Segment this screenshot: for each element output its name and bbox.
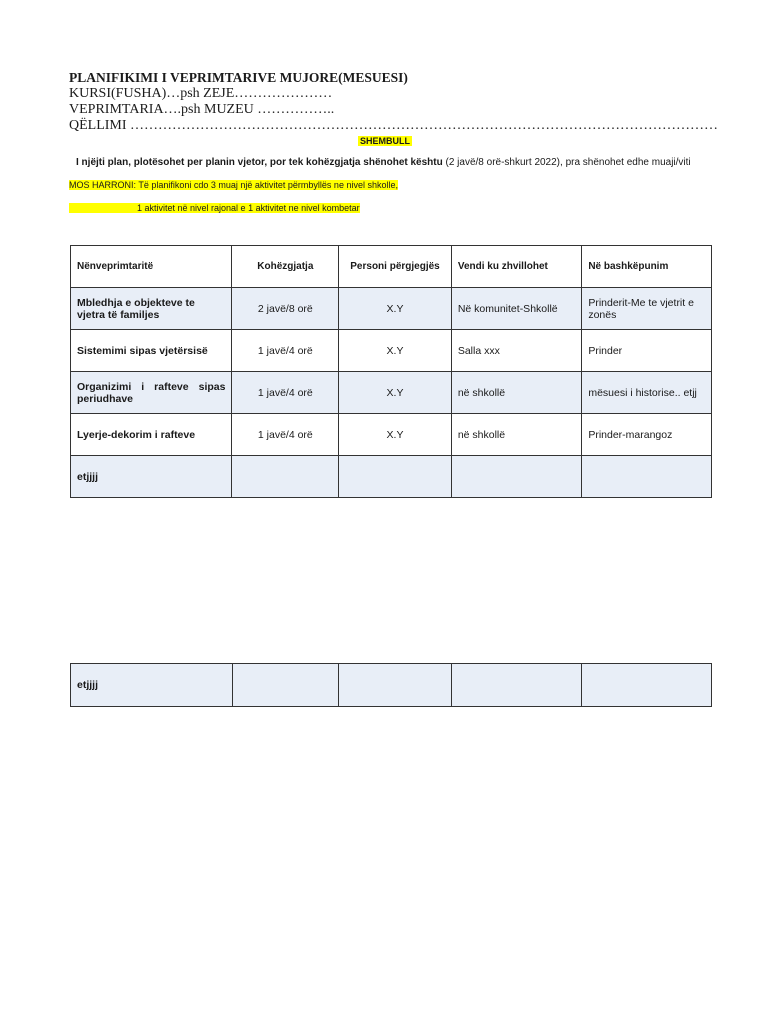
- reminder-text-2: 1 aktivitet në nivel rajonal e 1 aktivitet ne nivel kombetar: [69, 203, 360, 213]
- table-cell: 1 javë/4 orë: [232, 330, 339, 372]
- header-cell-duration: Kohëzgjatja: [232, 246, 339, 288]
- example-label: SHEMBULL: [360, 136, 410, 146]
- reminder-text-1: MOS HARRONI: Të planifikoni cdo 3 muaj një aktivitet përmbyllës ne nivel shkolle,: [69, 180, 398, 190]
- goal-line: QËLLIMI ………………………………………………………………………………………………………………: [69, 118, 719, 133]
- table-cell: [232, 664, 339, 707]
- table-row: [71, 414, 712, 456]
- document-title: PLANIFIKIMI I VEPRIMTARIVE MUJORE(MESUESI): [69, 70, 408, 85]
- header-cell-location: Vendi ku zhvillohet: [451, 246, 582, 288]
- table-cell: etjjjj: [71, 456, 232, 498]
- table-cell: [451, 456, 582, 498]
- table-row: [71, 288, 712, 330]
- reminder-line-1: [69, 180, 398, 190]
- table-cell: në shkollë: [451, 414, 582, 456]
- activity-line: VEPRIMTARIA….psh MUZEU ……………..: [69, 102, 335, 117]
- table-cell: [451, 664, 582, 707]
- table-cell: 1 javë/4 orë: [232, 372, 339, 414]
- header-cell-subactivities: Nënveprimtaritë: [71, 246, 232, 288]
- table-cell: Lyerje-dekorim i rafteve: [71, 414, 232, 456]
- table-cell: Prinder: [582, 330, 712, 372]
- table-cell: Prinder-marangoz: [582, 414, 712, 456]
- table-cell: Salla xxx: [451, 330, 582, 372]
- table-cell: Mbledhja e objekteve te vjetra të familjes: [71, 288, 232, 330]
- table-cell: X.Y: [339, 414, 452, 456]
- header-cell-responsible: Personi përgjegjës: [339, 246, 452, 288]
- table-header-row: [71, 246, 712, 288]
- table-cell: 1 javë/4 orë: [232, 414, 339, 456]
- table-row: [71, 330, 712, 372]
- table-row: [71, 456, 712, 498]
- table-cell: [582, 664, 712, 707]
- table-row: [71, 372, 712, 414]
- table-cell: Në komunitet-Shkollë: [451, 288, 582, 330]
- instruction-note: [76, 157, 691, 168]
- course-line: KURSI(FUSHA)…psh ZEJE…………………: [69, 86, 333, 101]
- table-cell: Sistemimi sipas vjetërsisë: [71, 330, 232, 372]
- continuation-table: [70, 663, 712, 707]
- table-cell: X.Y: [339, 330, 452, 372]
- table-cell: [232, 456, 339, 498]
- table-cell: X.Y: [339, 288, 452, 330]
- table-cell: [582, 456, 712, 498]
- table-row: [71, 664, 712, 707]
- table-cell: mësuesi i historise.. etjj: [582, 372, 712, 414]
- table-cell: në shkollë: [451, 372, 582, 414]
- table-cell: [339, 664, 452, 707]
- table-cell: [339, 456, 452, 498]
- table-cell: Organizimi i rafteve sipas periudhave: [71, 372, 232, 414]
- instruction-note-rest: (2 javë/8 orë-shkurt 2022), pra shënohet edhe muaji/viti: [442, 157, 691, 168]
- table-cell: Prinderit-Me te vjetrit e zonës: [582, 288, 712, 330]
- table-cell: 2 javë/8 orë: [232, 288, 339, 330]
- instruction-note-bold: I njëjti plan, plotësohet per planin vjetor, por tek kohëzgjatja shënohet kështu: [76, 157, 443, 168]
- table-cell: X.Y: [339, 372, 452, 414]
- reminder-line-2: [69, 203, 360, 213]
- header-cell-collaboration: Në bashkëpunim: [582, 246, 712, 288]
- table-cell: etjjjj: [71, 664, 233, 707]
- activities-table: [70, 245, 712, 498]
